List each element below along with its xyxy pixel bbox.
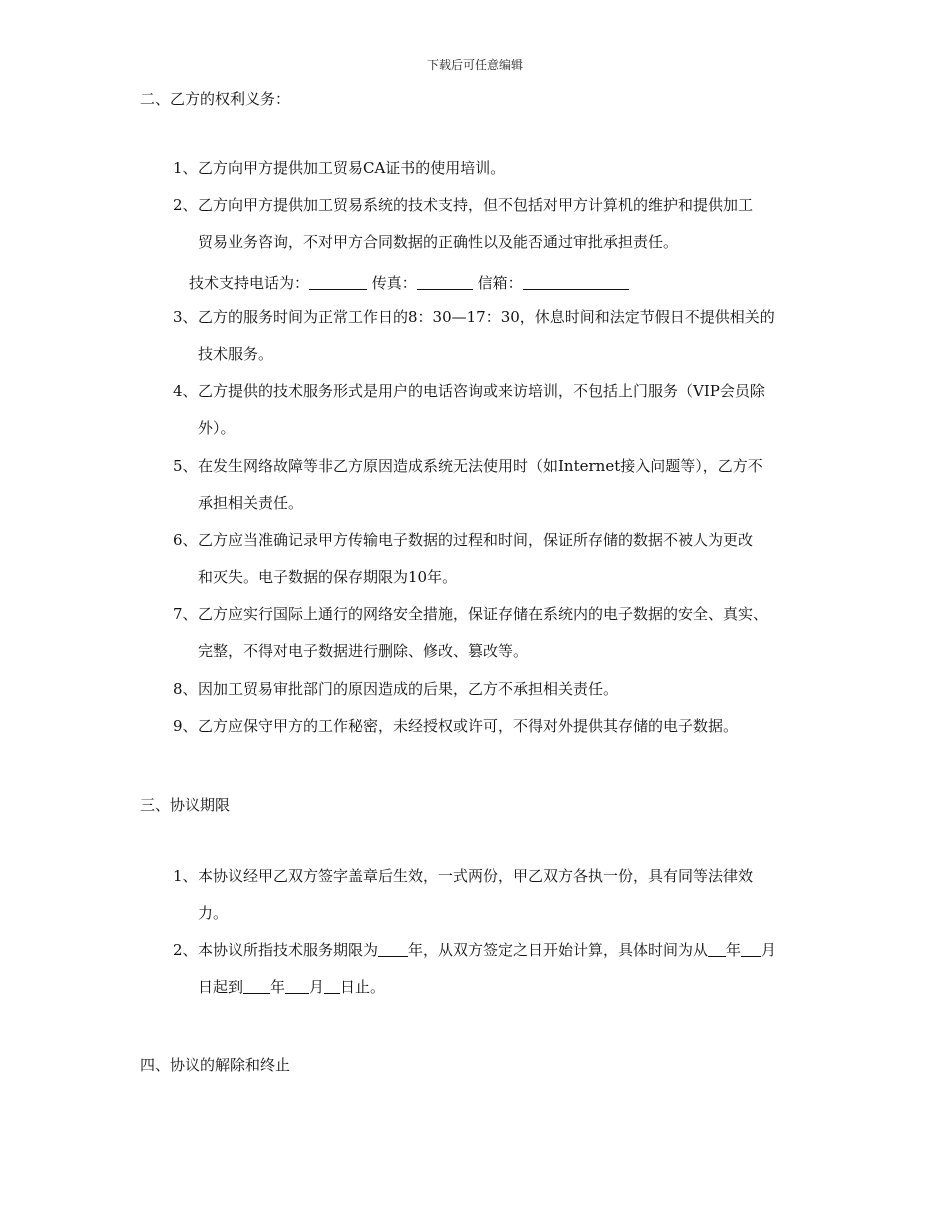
item-text: 在发生网络故障等非乙方原因造成系统无法使用时（如Internet接入问题等），乙方不: [198, 457, 763, 475]
list-item: [173, 373, 823, 447]
phone-blank: [309, 274, 367, 290]
item-number: 1、: [173, 867, 198, 885]
item-text-continued: 和灭失。电子数据的保存期限为10年。: [198, 568, 458, 586]
section-heading-4: 四、协议的解除和终止: [140, 1056, 291, 1074]
item-number: 2、: [173, 941, 198, 959]
section-heading-3: 三、协议期限: [140, 796, 231, 814]
item-number: 2、: [173, 196, 198, 214]
item-text: 月: [761, 941, 777, 959]
end-month-blank: [285, 978, 309, 994]
item-text: 日起到: [198, 978, 244, 996]
phone-label: 技术支持电话为：: [189, 274, 310, 292]
item-text-continued: 贸易业务咨询，不对甲方合同数据的正确性以及能否通过审批承担责任。: [198, 233, 679, 251]
list-item: [173, 522, 823, 596]
list-item: [173, 708, 823, 745]
start-month-blank: [741, 941, 761, 957]
item-text: 乙方应当准确记录甲方传输电子数据的过程和时间，保证所存储的数据不被人为更改: [198, 531, 754, 549]
section-heading-2: 二、乙方的权利义务：: [140, 90, 291, 108]
list-item: [173, 596, 823, 670]
item-text: 月: [309, 978, 325, 996]
item-number: 9、: [173, 717, 198, 735]
item-text: 乙方向甲方提供加工贸易系统的技术支持，但不包括对甲方计算机的维护和提供加工: [198, 196, 754, 214]
item-text: 乙方的服务时间为正常工作日的8：30—17：30，休息时间和法定节假日不提供相关的: [198, 308, 775, 326]
item-number: 8、: [173, 680, 198, 698]
item-text: 乙方提供的技术服务形式是用户的电话咨询或来访培训，不包括上门服务（VIP会员除: [198, 382, 765, 400]
item-number: 7、: [173, 605, 198, 623]
item-text: 日止。: [340, 978, 386, 996]
contact-line: [189, 272, 629, 293]
item-text: 本协议所指技术服务期限为: [198, 941, 379, 959]
fax-label: 传真：: [371, 274, 417, 292]
list-item: [173, 150, 823, 187]
item-text: 年: [726, 941, 742, 959]
list-item: [173, 448, 823, 522]
item-text: 乙方应保守甲方的工作秘密，未经授权或许可，不得对外提供其存储的电子数据。: [198, 717, 739, 735]
list-item: [173, 932, 823, 1006]
item-number: 3、: [173, 308, 198, 326]
term-years-blank: [378, 941, 408, 957]
start-year-blank: [708, 941, 726, 957]
list-item: [173, 299, 823, 373]
item-number: 6、: [173, 531, 198, 549]
item-text-continued: 完整，不得对电子数据进行删除、修改、篡改等。: [198, 642, 529, 660]
item-text: 本协议经甲乙双方签字盖章后生效，一式两份，甲乙双方各执一份，具有同等法律效: [198, 867, 754, 885]
end-day-blank: [324, 978, 340, 994]
item-text: 因加工贸易审批部门的原因造成的后果，乙方不承担相关责任。: [198, 680, 619, 698]
item-text-continued: [173, 969, 823, 1006]
email-blank: [523, 274, 629, 290]
page-header: 下载后可任意编辑: [426, 58, 523, 72]
item-text: 年，从双方签定之日开始计算，具体时间为从: [408, 941, 709, 959]
list-item: [173, 858, 823, 932]
item-text: 乙方应实行国际上通行的网络安全措施，保证存储在系统内的电子数据的安全、真实、: [198, 605, 769, 623]
item-text-continued: 力。: [198, 904, 229, 922]
item-text: 年: [270, 978, 286, 996]
item-number: 1、: [173, 159, 198, 177]
item-text-continued: 外）。: [198, 419, 236, 437]
item-text: 乙方向甲方提供加工贸易CA证书的使用培训。: [198, 159, 506, 177]
list-item: [173, 671, 823, 708]
fax-blank: [417, 274, 473, 290]
email-label: 信箱：: [477, 274, 523, 292]
end-year-blank: [243, 978, 270, 994]
item-text-continued: 技术服务。: [198, 345, 274, 363]
item-text-continued: 承担相关责任。: [198, 494, 304, 512]
item-number: 4、: [173, 382, 198, 400]
item-number: 5、: [173, 457, 198, 475]
list-item: [173, 187, 823, 261]
